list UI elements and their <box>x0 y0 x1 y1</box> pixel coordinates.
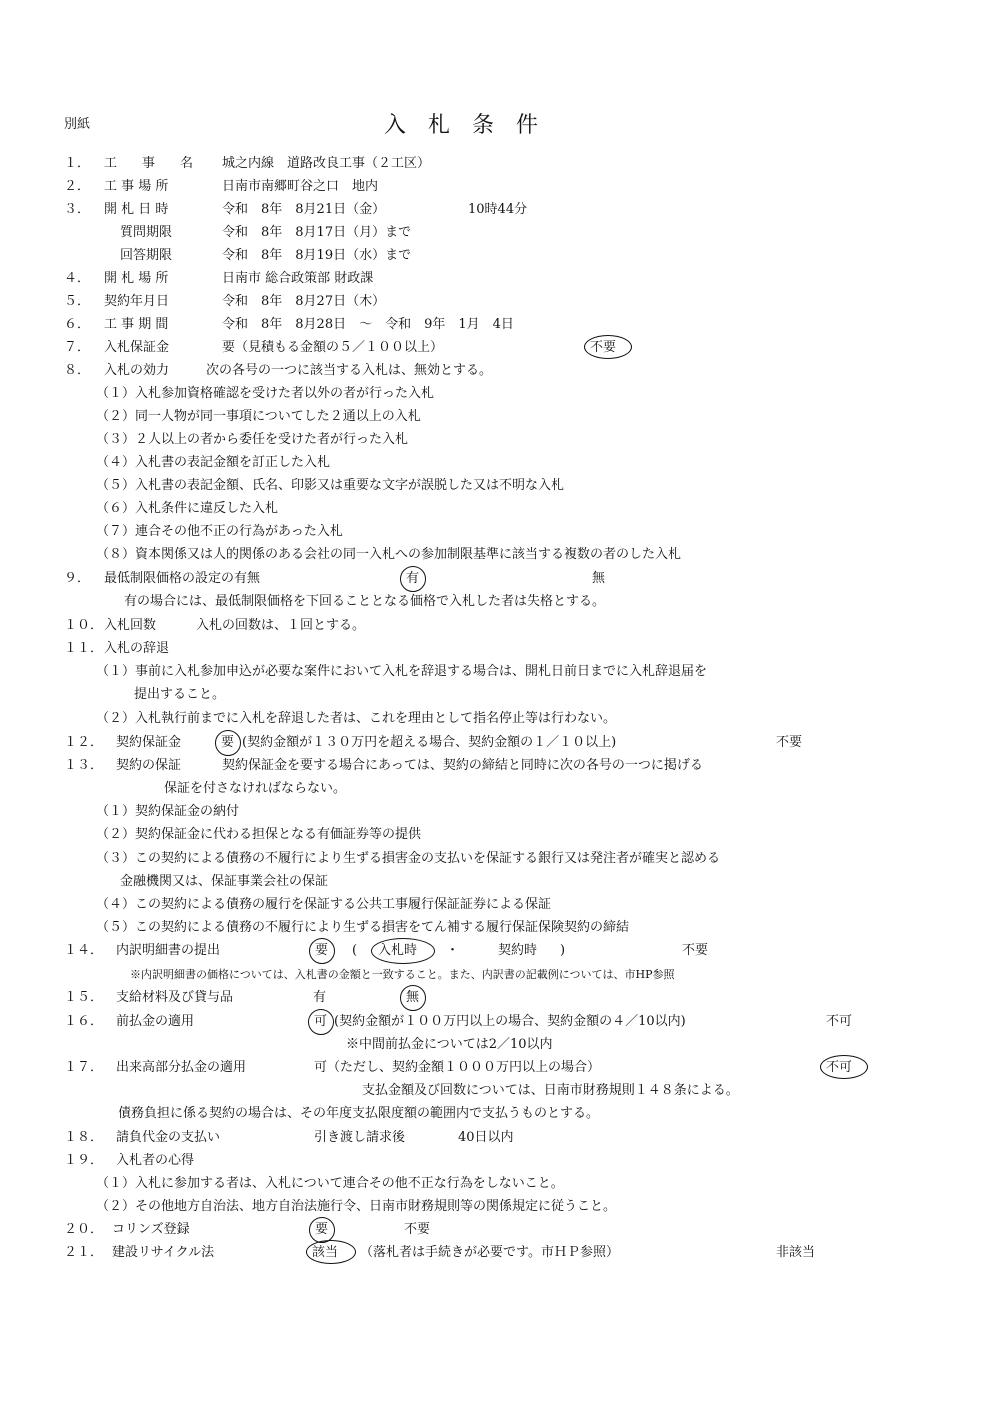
item-20-label: コリンズ登録 <box>112 1222 190 1237</box>
item-8-sub-3: （３）２人以上の者から委任を受けた者が行った入札 <box>96 432 409 447</box>
item-1-label: 工 事 名 <box>104 156 200 171</box>
item-14-paren-open: ( <box>352 943 358 958</box>
item-2-label: 工 事 場 所 <box>104 179 169 194</box>
item-16-number: １６． <box>64 1014 104 1029</box>
item-12-label: 契約保証金 <box>116 735 182 750</box>
selection-circle <box>306 1240 356 1264</box>
item-8-sub-2: （２）同一人物が同一事項についてした２通以上の入札 <box>96 409 421 424</box>
item-13-value-cont: 保証を付さなければならない。 <box>164 781 347 796</box>
item-2-number: ２． <box>64 179 91 194</box>
question-deadline-value: 令和 8年 8月17日（月）まで <box>222 225 412 240</box>
item-16-label: 前払金の適用 <box>116 1014 195 1029</box>
item-15-label: 支給材料及び貸与品 <box>116 990 234 1005</box>
item-11-label: 入札の辞退 <box>104 641 170 656</box>
item-13-sub-1: （１）契約保証金の納付 <box>96 804 240 819</box>
item-20-number: ２０． <box>64 1222 104 1237</box>
selection-circle <box>584 335 632 359</box>
item-21-number: ２１． <box>64 1245 104 1260</box>
item-15-number: １５． <box>64 990 104 1005</box>
item-8-sub-6: （６）入札条件に違反した入札 <box>96 501 279 516</box>
item-13-sub-4: （４）この契約による債務の履行を保証する公共工事履行保証証券による保証 <box>96 897 552 912</box>
item-3-time: 10時44分 <box>468 202 528 217</box>
item-12-option-not-required: 不要 <box>776 735 803 750</box>
item-14-note: ※内訳明細書の価格については、入札書の金額と一致すること。また、内訳書の記載例については、市HP参照 <box>130 968 675 981</box>
item-11-sub-2: （２）入札執行前までに入札を辞退した者は、これを理由として指名停止等は行わない。 <box>96 711 617 726</box>
item-8-number: ８． <box>64 363 91 378</box>
item-13-sub-3: （３）この契約による債務の不履行により生ずる損害金の支払いを保証する銀行又は発注者が確実と認める <box>96 851 721 866</box>
item-8-sub-4: （４）入札書の表記金額を訂正した入札 <box>96 455 331 470</box>
item-4-number: ４． <box>64 271 91 286</box>
item-13-label: 契約の保証 <box>116 758 182 773</box>
item-6-value: 令和 8年 8月28日 ～ 令和 9年 1月 4日 <box>222 317 514 332</box>
item-15-option-no: 無 <box>406 990 420 1005</box>
item-13-sub-5: （５）この契約による債務の不履行により生ずる損害をてん補する履行保証保険契約の締結 <box>96 920 630 935</box>
item-2-value: 日南市南郷町谷之口 地内 <box>222 179 379 194</box>
answer-deadline-label: 回答期限 <box>120 248 173 263</box>
item-3-number: ３． <box>64 202 91 217</box>
item-20-option-not-required: 不要 <box>404 1222 431 1237</box>
item-21-label: 建設リサイクル法 <box>112 1245 215 1260</box>
item-9-note: 有の場合には、最低制限価格を下回ることとなる価格で入札した者は失格とする。 <box>124 594 606 609</box>
item-5-number: ５． <box>64 294 91 309</box>
item-21-value: （落札者は手続きが必要です。市ＨＰ参照） <box>360 1245 619 1260</box>
item-4-label: 開 札 場 所 <box>104 271 169 286</box>
selection-circle <box>400 566 426 592</box>
selection-circle <box>308 1009 334 1035</box>
item-11-number: １１． <box>64 641 104 656</box>
item-18-value: 引き渡し請求後 <box>314 1130 406 1145</box>
item-18-number: １８． <box>64 1130 104 1145</box>
item-21-option-applicable: 該当 <box>312 1245 339 1260</box>
item-8-sub-7: （７）連合その他不正の行為があった入札 <box>96 524 343 539</box>
item-19-label: 入札者の心得 <box>116 1153 195 1168</box>
item-10-number: １０． <box>64 618 104 633</box>
item-13-value: 契約保証金を要する場合にあっては、契約の締結と同時に次の各号の一つに掲げる <box>222 758 703 773</box>
item-6-number: ６． <box>64 317 91 332</box>
item-12-number: １２． <box>64 735 104 750</box>
item-3-label: 開 札 日 時 <box>104 202 169 217</box>
item-5-value: 令和 8年 8月27日（木） <box>222 294 386 309</box>
selection-circle <box>215 730 241 756</box>
item-19-sub-2: （２）その他地方自治法、地方自治法施行令、日南市財務規則等の関係規定に従うこと。 <box>96 1199 617 1214</box>
item-7-value: 要（見積もる金額の５／１００以上） <box>222 340 444 355</box>
item-5-label: 契約年月日 <box>104 294 170 309</box>
answer-deadline-value: 令和 8年 8月19日（水）まで <box>222 248 412 263</box>
selection-circle <box>309 938 335 964</box>
item-13-number: １３． <box>64 758 104 773</box>
item-18-days: 40日以内 <box>458 1130 514 1145</box>
selection-circle <box>820 1055 868 1079</box>
item-19-sub-1: （１）入札に参加する者は、入札について連合その他不正な行為をしないこと。 <box>96 1176 564 1191</box>
item-6-label: 工 事 期 間 <box>104 317 169 332</box>
item-14-option-required: 要 <box>315 943 329 958</box>
item-17-note-2: 債務負担に係る契約の場合は、その年度支払限度額の範囲内で支払うものとする。 <box>118 1106 600 1121</box>
item-7-option-not-required: 不要 <box>590 340 617 355</box>
item-12-option-required: 要 <box>221 735 235 750</box>
item-9-label: 最低制限価格の設定の有無 <box>104 571 261 586</box>
item-14-option-at-bid: 入札時 <box>378 943 418 958</box>
item-17-note-1: 支払金額及び回数については、日南市財務規則１４８条による。 <box>362 1083 739 1098</box>
item-8-sub-5: （５）入札書の表記金額、氏名、印影又は重要な文字が誤脱した又は不明な入札 <box>96 478 565 493</box>
document-title: 入札条件 <box>384 113 561 138</box>
item-9-number: ９． <box>64 571 91 586</box>
question-deadline-label: 質問期限 <box>120 225 173 240</box>
item-17-label: 出来高部分払金の適用 <box>116 1060 247 1075</box>
item-17-value: 可（ただし、契約金額１０００万円以上の場合） <box>314 1060 601 1075</box>
item-12-value: (契約金額が１３０万円を超える場合、契約金額の１／１０以上) <box>242 735 617 750</box>
selection-circle <box>400 985 426 1011</box>
item-16-note: ※中間前払金については2／10以内 <box>346 1037 553 1052</box>
item-15-option-yes: 有 <box>313 990 327 1005</box>
item-18-label: 請負代金の支払い <box>116 1130 221 1145</box>
item-11-sub-1-cont: 提出すること。 <box>134 687 226 702</box>
selection-circle <box>371 938 435 964</box>
item-16-option-not-allowed: 不可 <box>826 1014 853 1029</box>
item-8-label: 入札の効力 <box>104 363 170 378</box>
item-1-value: 城之内線 道路改良工事（２工区） <box>222 156 431 171</box>
item-8-sub-1: （１）入札参加資格確認を受けた者以外の者が行った入札 <box>96 386 435 401</box>
item-17-number: １７． <box>64 1060 104 1075</box>
item-14-option-at-contract: 契約時 <box>498 943 538 958</box>
item-14-label: 内訳明細書の提出 <box>116 943 221 958</box>
item-21-option-not-applicable: 非該当 <box>776 1245 816 1260</box>
item-14-number: １４． <box>64 943 104 958</box>
item-11-sub-1: （１）事前に入札参加申込が必要な案件において入札を辞退する場合は、開札日前日までに入札辞退届を <box>96 664 708 679</box>
item-13-sub-2: （２）契約保証金に代わる担保となる有価証券等の提供 <box>96 827 422 842</box>
item-8-sub-8: （８）資本関係又は人的関係のある会社の同一入札への参加制限基準に該当する複数の者のした入札 <box>96 547 682 562</box>
item-7-number: ７． <box>64 340 91 355</box>
item-4-value: 日南市 総合政策部 財政課 <box>222 271 374 286</box>
attachment-label: 別紙 <box>64 117 91 132</box>
item-14-option-not-required: 不要 <box>682 943 709 958</box>
item-20-option-required: 要 <box>315 1222 329 1237</box>
item-9-option-no: 無 <box>592 571 606 586</box>
item-17-option-not-allowed: 不可 <box>826 1060 853 1075</box>
item-10-label: 入札回数 <box>104 618 157 633</box>
item-13-sub-3-cont: 金融機関又は、保証事業会社の保証 <box>120 874 329 889</box>
item-7-label: 入札保証金 <box>104 340 170 355</box>
item-19-number: １９． <box>64 1153 104 1168</box>
item-14-paren-close: ) <box>560 943 566 958</box>
item-10-value: 入札の回数は、１回とする。 <box>196 618 366 633</box>
item-16-option-allowed: 可 <box>314 1014 328 1029</box>
item-3-value: 令和 8年 8月21日（金） <box>222 202 386 217</box>
item-16-value: (契約金額が１００万円以上の場合、契約金額の４／10以内) <box>334 1014 686 1029</box>
item-9-option-yes: 有 <box>406 571 420 586</box>
item-8-value: 次の各号の一つに該当する入札は、無効とする。 <box>206 363 493 378</box>
item-14-separator: ・ <box>446 943 460 958</box>
item-1-number: １． <box>64 156 91 171</box>
